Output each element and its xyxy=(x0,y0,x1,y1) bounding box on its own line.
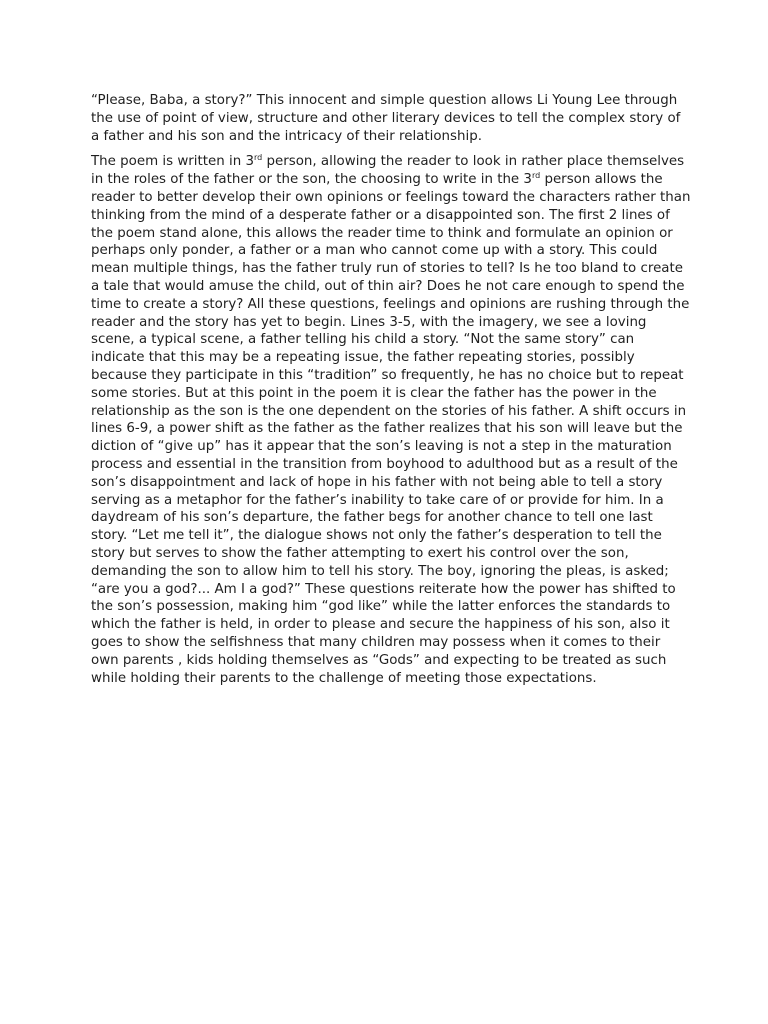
analysis-text-part-3: person allows the reader to better develop their own opinions or feelings toward the characters rather than thinking from the mind of a desperate father or a disappointed son. The first 2 lines of the poem stand alone, this allows the reader time to think and formulate an opinion or perhaps only ponder, a father or a man who cannot come up with a story. This could mean multiple things, has the father truly run of stories to tell? Is he too bland to create a tale that would amuse the child, out of thin air? Does he not care enough to spend the time to create a story? All these questions, feelings and opinions are rushing through the reader and the story has yet to begin. Lines 3-5, with the imagery, we see a loving scene, a typical scene, a father telling his child a story. “Not the same story” can indicate that this may be a repeating issue, the father repeating stories, possibly because they participate in this “tradition” so frequently, he has no choice but to repeat some stories. But at this point in the poem it is clear the father has the power in the relationship as the son is the one dependent on the stories of his father. A shift occurs in lines 6-9, a power shift as the father as the father realizes that his son will leave but the diction of “give up” has it appear that the son’s leaving is not a step in the maturation process and essential in the transition from boyhood to adulthood but as a result of the son’s disappointment and lack of hope in his father with not being able to tell a story serving as a metaphor for the father’s inability to take care of or provide for him. In a daydream of his son’s departure, the father begs for another chance to tell one last story. “Let me tell it”, the dialogue shows not only the father’s desperation to tell the story but serves to show the father attempting to exert his control over the son, demanding the son to allow him to tell his story. The boy, ignoring the pleas, is asked; “are you a god?... Am I a god?” These questions reiterate how the power has shifted to the son’s possession, making him “god like” while the latter enforces the standards to which the father is held, in order to please and secure the happiness of his son, also it goes to show the selfishness that many children may possess when it comes to their own parents , kids holding themselves as “Gods” and expecting to be treated as such while holding their parents to the challenge of meeting those expectations. xyxy=(91,172,691,686)
analysis-text-part-1: The poem is written in 3 xyxy=(91,154,254,170)
document-body xyxy=(91,92,691,695)
analysis-paragraph xyxy=(91,153,691,687)
intro-text: “Please, Baba, a story?” This innocent and simple question allows Li Young Lee through the use of point of view, structure and other literary devices to tell the complex story of a father and his son and the intricacy of their relationship. xyxy=(91,93,681,144)
intro-paragraph xyxy=(91,92,691,145)
ordinal-suffix: rd xyxy=(254,153,263,163)
analysis-text-part-2: person, allowing the reader to look in rather place themselves in the roles of the father or the son, the choosing to write in the 3 xyxy=(91,154,685,188)
ordinal-suffix: rd xyxy=(531,171,541,181)
